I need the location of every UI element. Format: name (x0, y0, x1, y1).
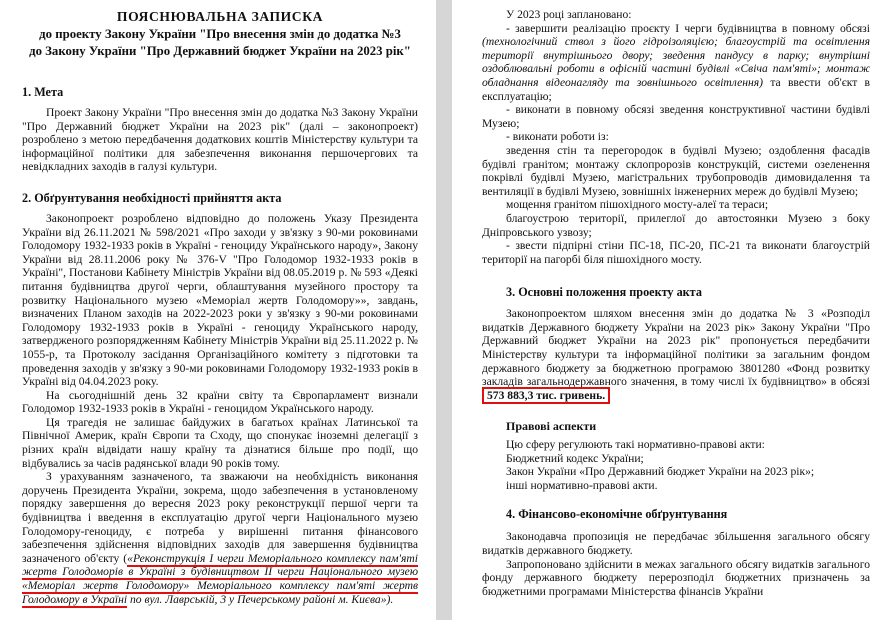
section2-heading: 2. Обґрунтування необхідності прийняття акта (22, 190, 282, 205)
section3-para (482, 307, 870, 402)
plan-item-3-line2: мощення гранітом пішохідного мосту-алеї та тераси; (506, 198, 769, 212)
title-line2: до проекту Закону України "Про внесення змін до додатка №3 (39, 27, 401, 41)
plan-item-2: - виконати в повному обсязі зведення конструктивної частини будівлі Музею; (482, 103, 870, 130)
plan-item-4: - звести підпірні стіни ПС-18, ПС-20, ПС-21 та виконати благоустрій території на пагорбі біля пішохідного мосту. (482, 239, 870, 266)
plan-item-3-text: зведення стін та перегородок в будівлі Музею; оздоблення фасадів будівлі гранітом; монтажу склопророзів конструкцій, системи озеленення покрівлі будівлі Музею, магістральних трубопроводів димовидалення та вентиляції в будівлі Музею, зовнішніх інженерних мереж до будівлі Музею; (482, 143, 870, 198)
para4-tail: по вул. Лаврській, 3 у Печерському районі м. Києва»). (127, 592, 394, 606)
plan-item-3-line3: благоустрою території, прилеглої до автостоянки Музею з боку Дніпровського узвозу; (482, 211, 870, 239)
plan-item-1-italic: (технологічний ствол з його гідроізоляцією; благоустрій та освітлення території внутрішнього двору; зведення пандусу в парку; внутрішні оздоблювальні роботи в офісній частині будівлі «Свіча пам'яті»; монтаж обладнання відеонагляду та зовнішнього освітлення) (482, 35, 870, 89)
section4-para2: Запропоновано здійснити в межах загального обсягу видатків загального фонду державного бюджету перерозподіл бюджетних призначень за бюджетними програмами Міністерства фінансів України (482, 557, 870, 598)
page-left (0, 0, 436, 620)
highlighted-object-name: «Реконструкція І черги Меморіального комплексу пам'яті жертв Голодоморів в Україні з будівництвом ІІ черги Національного музею «Меморіал жертв Голодомору» Меморіального комплексу пам'яті жертв Голодомору в Україні (22, 551, 419, 606)
section3-text: Законопроектом шляхом внесення змін до додатка № 3 «Розподіл видатків Державного бюджету України на 2023 рік» Закону України "Про Державний бюджет України на 2023 рік" пропонується передбачити Міністерству культури та інформаційної політики за загальним фондом державного бюджету за бюджетною програмою 3801280 «Фонд розвитку закладів загальнодержавного значення, в тому числі їх будівництво» в обсязі (482, 307, 870, 389)
plan-item-1-plain: - завершити реалізацію проєкту І черги будівництва в повному обсязі (506, 21, 870, 35)
plan-intro: У 2023 році заплановано: (506, 8, 632, 21)
highlighted-amount: 573 883,3 тис. гривень. (482, 387, 610, 404)
legal-heading: Правові аспекти (506, 419, 597, 434)
title-line1: ПОЯСНЮВАЛЬНА ЗАПИСКА (116, 9, 324, 24)
legal-line1: Цю сферу регулюють такі нормативно-правові акти: (506, 438, 765, 452)
legal-line3: Закон України «Про Державний бюджет України на 2023 рік»; (506, 465, 815, 479)
plan-item-1-tail: та ввести об'єкт в експлуатацію; (482, 75, 871, 103)
para4-plain: З урахуванням зазначеного, та зважаючи на необхідність виконання доручень Президента України, зокрема, щодо забезпечення в установленому порядку завершення до вересня 2023 року реконструкції першої черги та будівництва і введення в експлуатацію другої черги Національного музею Голодомору-геноциду, є потреба у вирішенні питання фінансового забезпечення здійснення відповідних заходів для завершення будівництва зазначеного об'єкту ( (22, 470, 418, 565)
section2-para4 (22, 470, 418, 606)
section2-para3: Ця трагедія не залишає байдужих в багатьох країнах Латинської та Північної Америк, країн Європи та Сходу, що спонукає іноземні делегації з різних країн відвідати нашу країну та дізнатися більше про події, що відбувались за часів радянської влади 90 років тому. (22, 415, 418, 470)
section3-heading: 3. Основні положення проекту акта (506, 285, 702, 300)
section1-heading: 1. Мета (22, 85, 64, 99)
plan-item-1 (482, 22, 870, 104)
section2-para1: Законопроект розроблено відповідно до положень Указу Президента України від 26.11.2021 № 598/2021 «Про заходи у зв'язку з 90-ми роковинами Голодомору 1932-1933 років в Україні - геноциду Українського народу», Закону України від 28.11.2006 року № 376-V "Про Голодомор 1932-1933 років в Україні", Постанови Кабінету Міністрів України від 08.05.2019 р. № 593 «Деякі питання будівництва другої черги, облаштування музейного простору та розвитку Національного музею «Меморіал жертв Голодомору»», завдань, визначених Планом заходів на 2022-2023 роки у зв'язку з 90-ми роковинами Голодомору 1932-1933 років в Україні - геноциду Українського народу, затвердженого розпорядженням Кабінету Міністрів України від 25.11.2022 р. № 1055-р, та Протоколу засідання Організаційного комітету з підготовки та проведення заходів у зв'язку з 90-ми роковинами Голодомору 1932-1933 років в Україні від 04.04.2023 року. (22, 211, 418, 389)
page-right (452, 0, 886, 620)
doc-title (22, 8, 418, 26)
legal-line4: інші нормативно-правові акти. (506, 478, 658, 492)
plan-item-3: - виконати роботи із: (506, 130, 609, 144)
title-line3: до Закону України "Про Державний бюджет України на 2023 рік" (29, 44, 411, 58)
legal-line2: Бюджетний кодекс України; (506, 451, 644, 465)
section4-para1: Законодавча пропозиція не передбачає збільшення загального обсягу видатків державного бюджету. (482, 530, 870, 557)
section1-text: Проект Закону України "Про внесення змін до додатка №3 Закону України "Про Державний бюджет України на 2023 рік" (далі – законопроект) розроблено з метою передбачення додаткових коштів Міністерству культури та інформаційної політики для забезпечення виконання першочергових та невідкладних заходів в галузі культури. (22, 106, 418, 174)
section2-para2: На сьогоднішній день 32 країни світу та Європарламент визнали Голодомор 1932-1933 років в Україні - геноцидом Українського народу. (22, 388, 418, 416)
section4-heading: 4. Фінансово-економічне обґрунтування (506, 507, 728, 522)
